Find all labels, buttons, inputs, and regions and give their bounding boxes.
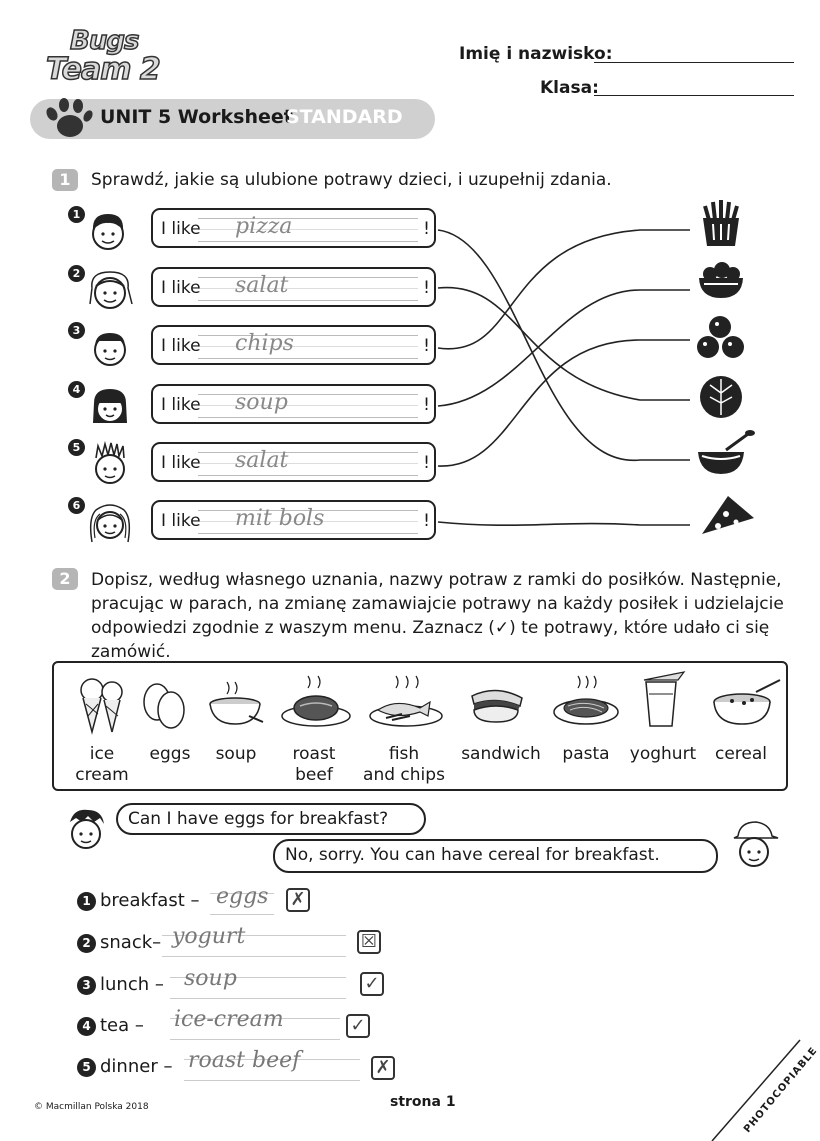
cereal-icon — [706, 676, 782, 732]
meal-check-box[interactable]: ✓ — [346, 1014, 370, 1038]
meal-number: 3 — [77, 976, 96, 995]
i-like-text: I like — [161, 336, 201, 356]
meal-answer[interactable]: soup — [184, 966, 237, 991]
meal-number: 1 — [77, 892, 96, 911]
logo-team: Team 2 — [46, 52, 160, 87]
copyright: © Macmillan Polska 2018 — [34, 1102, 149, 1112]
item-number: 5 — [68, 439, 85, 456]
ice-cream-icon — [74, 674, 130, 736]
meal-check-box[interactable]: ✓ — [360, 972, 384, 996]
i-like-text: I like — [161, 278, 201, 298]
class-label: Klasa: — [540, 78, 599, 98]
answer-text[interactable]: soup — [235, 390, 288, 415]
meal-label: lunch – — [100, 974, 164, 995]
unit-title: UNIT 5 Worksheet — [100, 106, 293, 128]
soup-icon — [205, 678, 267, 730]
lettuce-icon — [698, 373, 744, 421]
meal-number: 4 — [77, 1017, 96, 1036]
meal-check-box[interactable]: ✗ — [371, 1056, 395, 1080]
pizza-slice-icon — [698, 494, 756, 538]
answer-text[interactable]: mit bols — [235, 506, 325, 531]
boy-with-cap-icon — [728, 818, 780, 874]
exercise-1-instruction: Sprawdź, jakie są ulubione potrawy dzieci, i uzupełnij zdania. — [91, 170, 612, 190]
roast-beef-icon — [278, 672, 354, 732]
answer-text[interactable]: salat — [235, 273, 289, 298]
item-number: 2 — [68, 265, 85, 282]
exclamation: ! — [423, 453, 430, 473]
salad-icon — [696, 260, 746, 302]
item-number: 1 — [68, 206, 85, 223]
meal-label: snack– — [100, 932, 162, 953]
meal-check-box[interactable]: ✗ — [286, 888, 310, 912]
meal-number: 2 — [77, 934, 96, 953]
exercise-2-instruction-line-2: pracując w parach, na zmianę zamawiajcie potrawy na każdy posiłek i udzielajcie — [91, 594, 784, 614]
answer-text[interactable]: pizza — [235, 214, 293, 239]
food-label: cereal — [714, 744, 768, 764]
dialog-question: Can I have eggs for breakfast? — [128, 809, 389, 829]
item-number: 4 — [68, 381, 85, 398]
dialog-answer: No, sorry. You can have cereal for breakfast. — [285, 845, 660, 865]
item-number: 6 — [68, 497, 85, 514]
fish-and-chips-icon — [366, 672, 446, 732]
yoghurt-icon — [636, 670, 688, 732]
dialog-answer-bubble — [273, 839, 718, 873]
meal-label: dinner – — [100, 1056, 173, 1077]
item-number: 3 — [68, 322, 85, 339]
answer-text[interactable]: chips — [235, 331, 294, 356]
unit-level: STANDARD — [286, 106, 403, 128]
meal-answer[interactable]: ice-cream — [174, 1007, 284, 1032]
pasta-icon — [550, 672, 622, 732]
meal-answer[interactable]: yogurt — [172, 924, 246, 949]
meal-label: breakfast – — [100, 890, 200, 911]
exclamation: ! — [423, 278, 430, 298]
exclamation: ! — [423, 336, 430, 356]
i-like-text: I like — [161, 395, 201, 415]
exclamation: ! — [423, 219, 430, 239]
meal-number: 5 — [77, 1058, 96, 1077]
chips-icon — [697, 198, 745, 248]
sandwich-icon — [466, 682, 528, 726]
exercise-2-instruction-line-1: Dopisz, według własnego uznania, nazwy potraw z ramki do posiłków. Następnie, — [91, 570, 782, 590]
exclamation: ! — [423, 395, 430, 415]
exercise-2-number: 2 — [52, 568, 78, 590]
exclamation: ! — [423, 511, 430, 531]
name-label: Imię i nazwisko: — [459, 44, 613, 64]
food-label: yoghurt — [629, 744, 697, 764]
food-label: pasta — [562, 744, 610, 764]
photocopiable-label: PHOTOCOPIABLE — [742, 1045, 820, 1136]
dialog-question-bubble — [116, 803, 426, 835]
page-number: strona 1 — [390, 1094, 456, 1110]
food-label: soup — [215, 744, 257, 764]
answer-text[interactable]: salat — [235, 448, 289, 473]
i-like-text: I like — [161, 453, 201, 473]
meal-answer[interactable]: roast beef — [188, 1048, 301, 1073]
soup-bowl-icon — [696, 428, 756, 478]
meal-check-box[interactable]: ☒ — [357, 930, 381, 954]
food-label: sandwich — [461, 744, 541, 764]
exercise-2-instruction-line-3: odpowiedzi zgodnie z waszym menu. Zaznacz (✓) te potrawy, które udało ci się — [91, 618, 770, 638]
i-like-text: I like — [161, 219, 201, 239]
meal-answer[interactable]: eggs — [216, 884, 269, 909]
exercise-1-number: 1 — [52, 169, 78, 191]
food-label: eggs — [149, 744, 191, 764]
meal-label: tea – — [100, 1015, 144, 1036]
exercise-2-instruction-line-4: zamówić. — [91, 642, 171, 662]
food-label: fish and chips — [363, 744, 445, 785]
eggs-icon — [140, 676, 188, 732]
food-label: roast beef — [292, 744, 336, 785]
i-like-text: I like — [161, 511, 201, 531]
boy-face-icon — [64, 806, 108, 854]
meatballs-icon — [696, 315, 746, 361]
logo-bugs: Bugs — [70, 26, 139, 56]
food-label: ice cream — [75, 744, 129, 785]
